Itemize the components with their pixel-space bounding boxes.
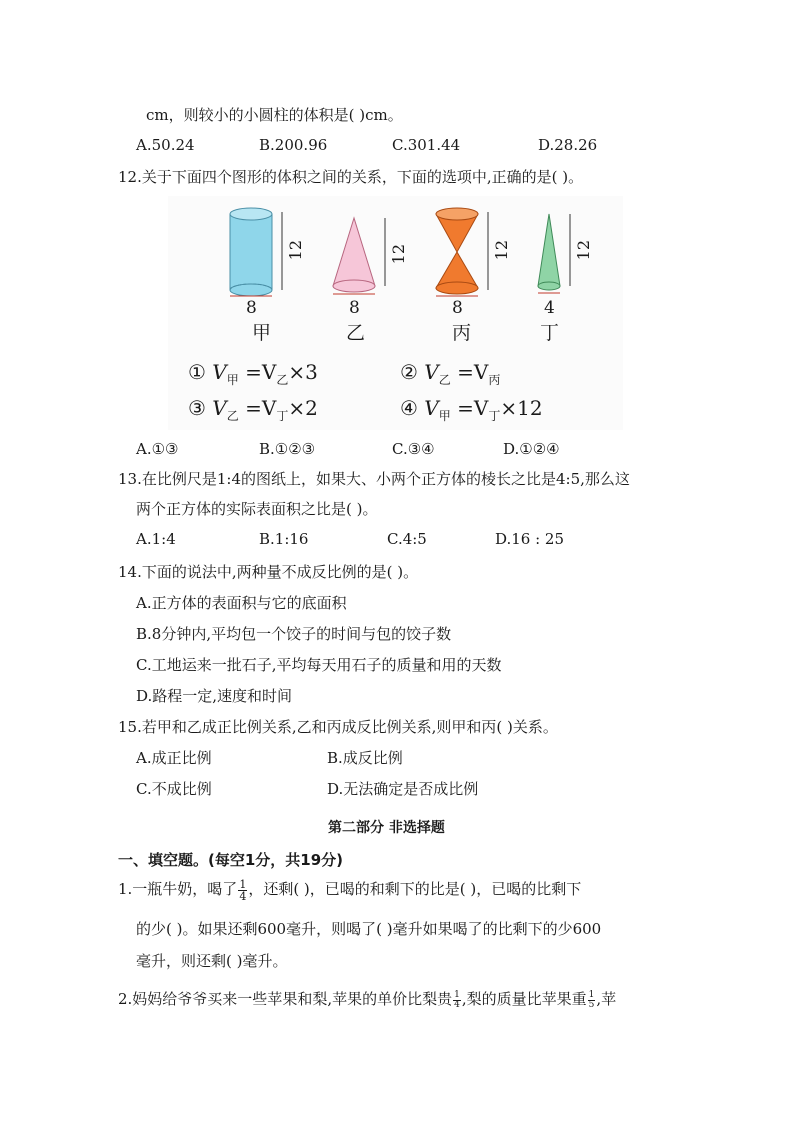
label-jia-height: 12 [286,240,305,261]
q11-option-a[interactable]: A.50.24 [136,136,195,154]
q15-stem: 15.若甲和乙成正比例关系,乙和丙成反比例关系,则甲和丙( )关系。 [118,718,558,736]
q15-option-d[interactable]: D.无法确定是否成比例 [327,780,479,798]
label-jia-base: 8 [246,298,257,318]
q12-figure [168,196,623,430]
q13-line2: 两个正方体的实际表面积之比是( )。 [136,500,378,518]
part2-title: 第二部分 非选择题 [328,820,445,836]
q11-option-d[interactable]: D.28.26 [538,136,598,154]
q13-line1: 13.在比例尺是1:4的图纸上，如果大、小两个正方体的棱长之比是4:5,那么这 [118,470,630,488]
label-jia: 甲 [252,322,272,344]
shape-jia-cylinder [230,208,282,296]
q12-stem: 12.关于下面四个图形的体积之间的关系，下面的选项中,正确的是( )。 [118,168,584,186]
q12-option-d[interactable]: D.①②④ [503,440,560,458]
q11-text: cm，则较小的小圆柱的体积是( )cm。 [146,106,403,124]
q12-option-b[interactable]: B.①②③ [259,440,316,458]
q15-option-b[interactable]: B.成反比例 [327,749,403,767]
shape-yi-cone [333,218,385,294]
q14-option-d[interactable]: D.路程一定,速度和时间 [136,687,293,705]
label-ding: 丁 [540,322,560,344]
q12-option-a[interactable]: A.①③ [136,440,179,458]
label-bing-height: 12 [492,240,511,261]
q13-option-b[interactable]: B.1:16 [259,530,309,548]
fill2-line1: 2.妈妈给爷爷买来一些苹果和梨,苹果的单价比梨贵 $\frac{1}{4}$ ,梨的质量比苹果重 $\frac{1}{5}$ ,苹 [118,989,617,1010]
relation-1: ① $V_甲 =V_乙\times 3$ [188,360,318,387]
q13-option-a[interactable]: A.1:4 [136,530,176,548]
fraction-one-fifth-small: $\frac{1}{5}$ [588,989,595,1010]
label-yi: 乙 [346,322,366,344]
shape-bing-double-cone [436,208,488,296]
q15-option-c[interactable]: C.不成比例 [136,780,212,798]
relation-4: ④ $V_甲 =V_丁\times 12$ [400,396,543,423]
label-yi-base: 8 [349,298,360,318]
label-ding-base: 4 [544,298,555,318]
q11-option-c[interactable]: C.301.44 [392,136,461,154]
fill1-line2: 的少( )。如果还剩600毫升，则喝了( )毫升如果喝了的比剩下的少600 [136,920,602,938]
q14-option-a[interactable]: A.正方体的表面积与它的底面积 [136,594,347,612]
q14-option-b[interactable]: B.8分钟内,平均包一个饺子的时间与包的饺子数 [136,625,452,643]
label-yi-height: 12 [389,244,408,265]
q13-option-c[interactable]: C.4:5 [387,530,427,548]
shape-ding-cone [538,214,570,293]
label-bing: 丙 [452,322,472,344]
fraction-one-quarter: $\frac{1}{4}$ [239,877,247,903]
relation-3: ③ $V_乙 =V_丁\times 2$ [188,396,318,423]
label-bing-base: 8 [452,298,463,318]
fraction-one-quarter-small: $\frac{1}{4}$ [454,989,460,1010]
fill1-line3: 毫升，则还剩( )毫升。 [136,952,288,970]
q14-stem: 14.下面的说法中,两种量不成反比例的是( )。 [118,563,419,581]
q11-option-b[interactable]: B.200.96 [259,136,328,154]
fill1-line1: 1.一瓶牛奶，喝了 $\frac{1}{4}$ ，还剩( )，已喝的和剩下的比是( )，已喝的比剩下 [118,877,582,903]
q12-option-c[interactable]: C.③④ [392,440,435,458]
label-ding-height: 12 [574,240,593,261]
q13-option-d[interactable]: D.16 : 25 [495,530,565,548]
section-title: 一、填空题。(每空1分，共19分) [118,851,344,869]
relation-2: ② $V_乙 =V_丙$ [400,360,501,387]
q15-option-a[interactable]: A.成正比例 [136,749,212,767]
q14-option-c[interactable]: C.工地运来一批石子,平均每天用石子的质量和用的天数 [136,656,502,674]
